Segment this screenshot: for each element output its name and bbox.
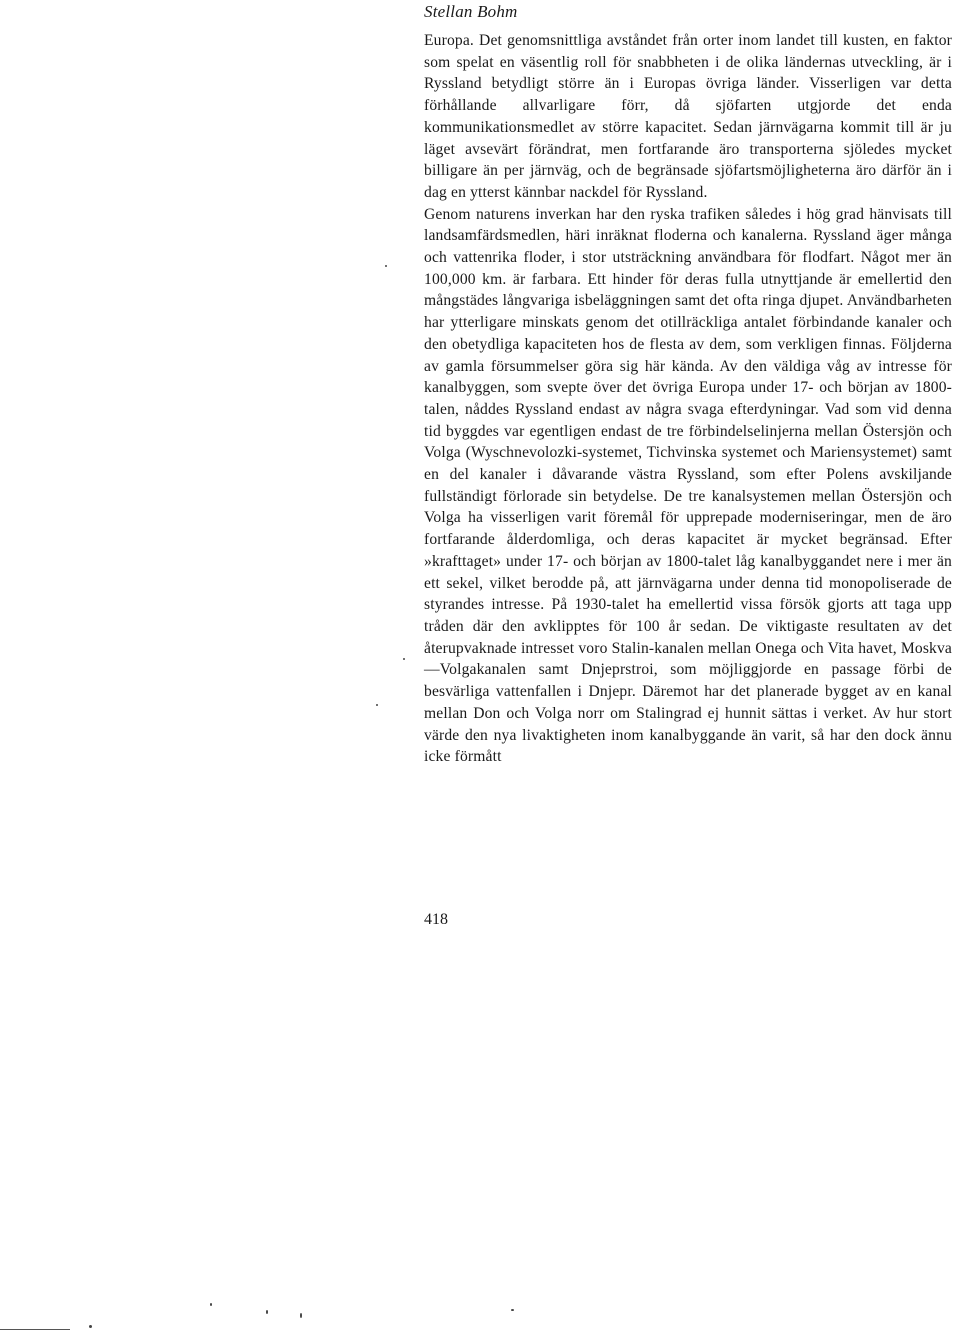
scan-speck bbox=[300, 1313, 302, 1318]
scan-speck bbox=[266, 1310, 268, 1314]
body-text bbox=[424, 30, 952, 768]
scan-speck bbox=[89, 1325, 92, 1328]
scan-speck bbox=[385, 265, 387, 267]
scan-speck bbox=[511, 1309, 514, 1311]
scan-speck bbox=[403, 658, 405, 660]
scan-speck bbox=[210, 1303, 212, 1306]
scan-speck bbox=[376, 704, 378, 706]
scan-edge-line bbox=[0, 1329, 70, 1330]
paragraph-2: Genom naturens inverkan har den ryska trafiken således i hög grad hänvisats till landsamfärdsmedlen, häri inräknat floderna och kanalerna. Ryssland äger många och vattenrika floder, i stor utsträckning användbara för flodfart. Något mer än 100,000 km. är farbara. Ett hinder för deras fulla utnyttjande är emellertid den mångstädes långvariga isbeläggningen samt det ofta ringa djupet. Användbarheten har ytterligare minskats genom det otillräckliga antalet förbindande kanaler och den obetydliga kapaciteten hos de flesta av dem, som verkligen finnas. Följderna av gamla försummelser göra sig här kända. Av den väldiga våg av intresse för kanalbyggen, som svepte över det övriga Europa under 17- och början av 1800-talen, nåddes Ryssland endast av några svaga efterdyningar. Vad som vid denna tid byggdes var egentligen endast de tre förbindelselinjerna mellan Östersjön och Volga (Wyschnevolozki-systemet, Tichvinska systemet och Mariensystemet) samt en del kanaler i dåvarande västra Ryssland, som efter Polens avskiljande fullständigt förlorade sin betydelse. De tre kanalsystemen mellan Östersjön och Volga ha visserligen varit föremål för upprepade moderniseringar, men de äro fortfarande ålderdomliga, och deras kapacitet är mycket begränsad. Efter »krafttaget» under 17- och början av 1800-talet låg kanalbyggandet nere i mer än ett sekel, vilket berodde på, att järnvägarna under denna tid monopoliserade de styrandes intresse. På 1930-talet ha emellertid vissa försök gjorts att taga upp tråden där den avklipptes för 100 år sedan. De viktigaste resultaten av det återupvaknade intresset voro Stalin-kanalen mellan Onega och Vita havet, Moskva—Volgakanalen samt Dnjeprstroi, som möjliggjorde en passage förbi de besvärliga vattenfallen i Dnjepr. Däremot har det planerade bygget av en kanal mellan Don och Volga norr om Stalingrad ej hunnit sättas i verket. Av hur stort värde den nya livaktigheten inom kanalbyggande än varit, så har den dock ännu icke förmått bbox=[424, 205, 952, 766]
paragraph-1: Europa. Det genomsnittliga avståndet från orter inom landet till kusten, en faktor som spelat en väsentlig roll för snabbheten i de olika ländernas utveckling, är i Ryssland betydligt större än i Europas övriga länder. Visserligen var detta förhållande allvarligare förr, då sjöfarten utgjorde det enda kommunikationsmedlet av större kapacitet. Sedan järnvägarna kommit till är ju läget avsevärt förändrat, men fortfarande äro transporterna sjöledes mycket billigare än per järnväg, och de begränsade sjöfartsmöjligheterna äro därför än i dag en ytterst kännbar nackdel för Ryssland. bbox=[424, 32, 952, 201]
running-head: Stellan Bohm bbox=[424, 2, 518, 21]
page-number: 418 bbox=[424, 911, 448, 928]
